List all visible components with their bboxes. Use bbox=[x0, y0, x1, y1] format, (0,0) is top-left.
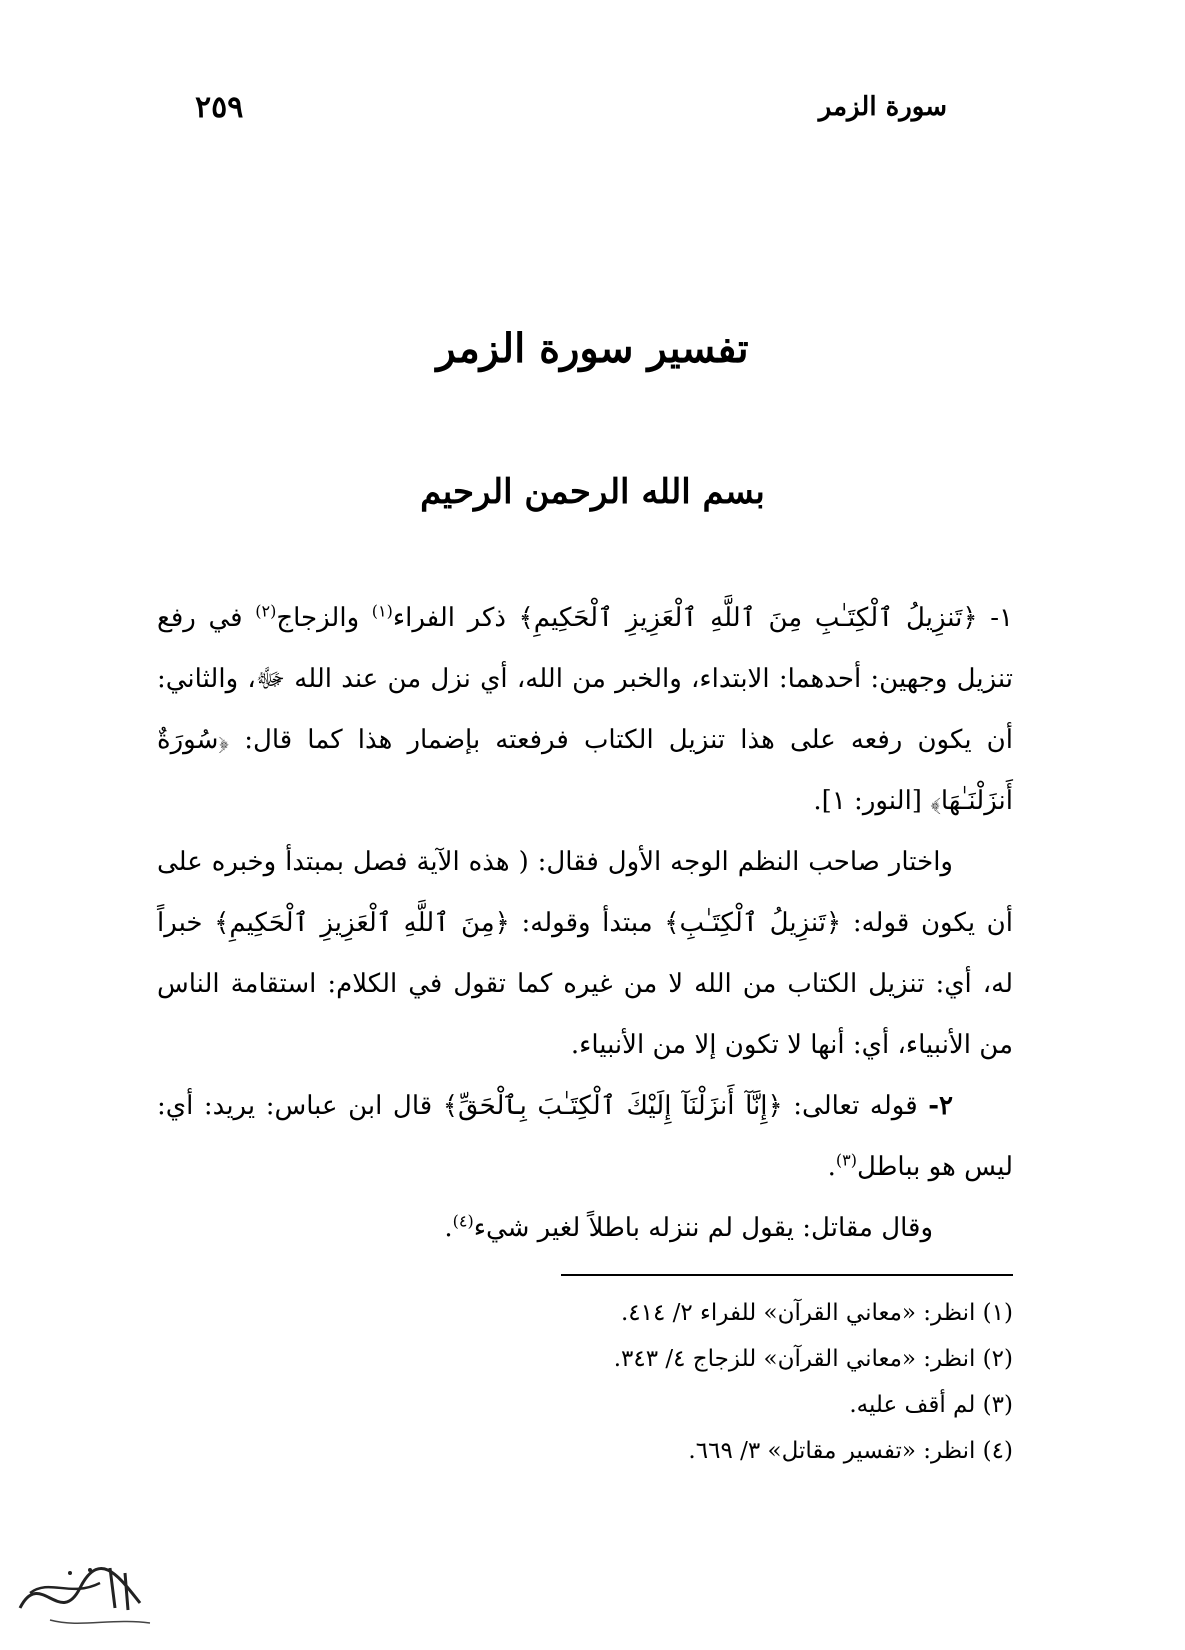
p1-text-c: في رفع تنزيل وجهين: أحدهما: الابتداء، والخبر من الله، أي نزل من عند الله ﷻ، والثاني: أن يكون رفعه على هذا تنزيل الكتاب فرفعته بإضمار هذا كما قال: ﴿سُورَةٌ أَنزَلْنَـٰهَا﴾ [النور: ١]. bbox=[157, 603, 1013, 816]
paragraph-2: واختار صاحب النظم الوجه الأول فقال: ( هذه الآية فصل بمبتدأ وخبره على أن يكون قوله: ﴿تَنزِيلُ ٱلْكِتَـٰبِ﴾ مبتدأ وقوله: ﴿مِنَ ٱللَّهِ ٱلْعَزِيزِ ٱلْحَكِيمِ﴾ خبراً له، أي: تنزيل الكتاب من الله لا من غيره كما تقول في الكلام: استقامة الناس من الأنبياء، أي: أنها لا تكون إلا من الأنبياء. bbox=[157, 847, 1013, 1060]
footnote-1: (١) انظر: «معاني القرآن» للفراء ٢/ ٤١٤. bbox=[620, 1300, 1013, 1326]
basmala: بسم الله الرحمن الرحيم bbox=[420, 472, 765, 512]
paragraph-4 bbox=[157, 1198, 1013, 1259]
footnote-ref-2[interactable]: (٢) bbox=[255, 601, 277, 621]
page-number: ٢٥٩ bbox=[195, 90, 244, 125]
page-title: تفسير سورة الزمر bbox=[436, 325, 749, 372]
paragraph-3 bbox=[157, 1076, 1013, 1198]
p3-text-b: . bbox=[827, 1152, 836, 1182]
footnote-ref-4[interactable]: (٤) bbox=[452, 1211, 474, 1231]
p4-text-b: . bbox=[444, 1213, 453, 1243]
library-stamp-logo bbox=[10, 1548, 170, 1638]
footnote-3: (٣) لم أقف عليه. bbox=[849, 1392, 1013, 1418]
footnote-ref-1[interactable]: (١) bbox=[371, 601, 393, 621]
p4-text-a: وقال مقاتل: يقول لم ننزله باطلاً لغير شيء bbox=[473, 1213, 933, 1243]
p1-text-a: ١- ﴿تَنزِيلُ ٱلْكِتَـٰبِ مِنَ ٱللَّهِ ٱلْعَزِيزِ ٱلْحَكِيمِ﴾ ذكر الفراء bbox=[392, 603, 1014, 633]
paragraph-1 bbox=[157, 588, 1013, 832]
footnote-4: (٤) انظر: «تفسير مقاتل» ٣/ ٦٦٩. bbox=[688, 1438, 1013, 1464]
running-header-surah: سورة الزمر bbox=[818, 92, 947, 122]
footnote-2: (٢) انظر: «معاني القرآن» للزجاج ٤/ ٣٤٣. bbox=[613, 1346, 1013, 1372]
footnote-ref-3[interactable]: (٣) bbox=[835, 1150, 858, 1170]
p1-text-b: والزجاج bbox=[276, 603, 372, 633]
verse-number-2: ٢- bbox=[928, 1091, 953, 1121]
p3-text-a: قوله تعالى: ﴿إِنَّآ أَنزَلْنَآ إِلَيْكَ ٱلْكِتَـٰبَ بِٱلْحَقِّ﴾ قال ابن عباس: يريد: أي: ليس هو بباطل bbox=[157, 1091, 1013, 1182]
main-text bbox=[157, 588, 1013, 1259]
footnote-divider bbox=[561, 1274, 1013, 1276]
footnotes bbox=[313, 1290, 1013, 1474]
